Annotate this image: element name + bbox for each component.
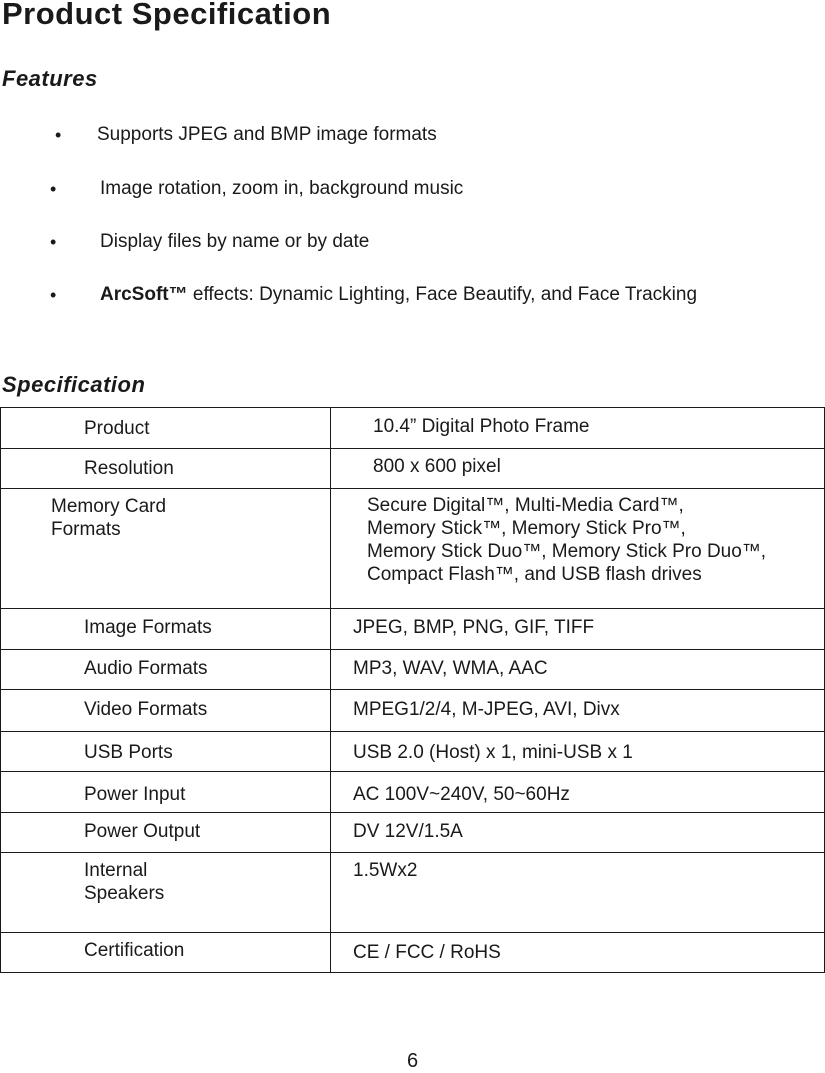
spec-label: Power Output <box>1 813 331 853</box>
specification-heading: Specification <box>2 372 146 397</box>
spec-label: Memory Card Formats <box>1 489 331 609</box>
spec-label: Video Formats <box>1 690 331 732</box>
feature-text <box>100 284 697 306</box>
spec-value: AC 100V~240V, 50~60Hz <box>331 772 825 813</box>
table-row <box>1 853 825 933</box>
bullet-icon: • <box>50 179 57 199</box>
spec-label: Certification <box>1 933 331 973</box>
spec-value: USB 2.0 (Host) x 1, mini-USB x 1 <box>331 732 825 772</box>
table-row <box>1 449 825 489</box>
spec-label: Audio Formats <box>1 650 331 690</box>
feature-text: Display files by name or by date <box>100 231 370 252</box>
spec-value: CE / FCC / RoHS <box>331 933 825 973</box>
spec-label: Image Formats <box>1 609 331 650</box>
table-row <box>1 933 825 973</box>
page-number: 6 <box>406 1050 419 1072</box>
page-title: Product Specification <box>2 0 332 31</box>
spec-label: Power Input <box>1 772 331 813</box>
table-row <box>1 489 825 609</box>
spec-value: Secure Digital™, Multi-Media Card™, Memory Stick™, Memory Stick Pro™, Memory Stick Duo™, Memory Stick Pro Duo™, Compact Flash™, and USB flash drives <box>331 489 825 609</box>
arcsoft-effects-text: effects: Dynamic Lighting, Face Beautify, and Face Tracking <box>187 284 698 305</box>
table-row <box>1 772 825 813</box>
table-row <box>1 813 825 853</box>
table-row <box>1 609 825 650</box>
spec-value: 1.5Wx2 <box>331 853 825 933</box>
features-heading: Features <box>2 66 98 91</box>
spec-value: MPEG1/2/4, M-JPEG, AVI, Divx <box>331 690 825 732</box>
bullet-icon: • <box>50 232 57 252</box>
spec-value: JPEG, BMP, PNG, GIF, TIFF <box>331 609 825 650</box>
spec-value: 10.4” Digital Photo Frame <box>331 408 825 449</box>
spec-value: DV 12V/1.5A <box>331 813 825 853</box>
specification-table <box>0 407 825 973</box>
feature-text: Image rotation, zoom in, background music <box>100 178 464 199</box>
arcsoft-brand: ArcSoft™ <box>100 284 188 305</box>
spec-label: Internal Speakers <box>1 853 331 933</box>
table-row <box>1 690 825 732</box>
feature-text: Supports JPEG and BMP image formats <box>97 124 437 145</box>
spec-label: USB Ports <box>1 732 331 772</box>
spec-value: MP3, WAV, WMA, AAC <box>331 650 825 690</box>
spec-label: Product <box>1 408 331 449</box>
table-row <box>1 408 825 449</box>
bullet-icon: • <box>55 125 62 145</box>
bullet-icon: • <box>50 285 57 305</box>
spec-value: 800 x 600 pixel <box>331 449 825 489</box>
table-row <box>1 650 825 690</box>
table-row <box>1 732 825 772</box>
spec-label: Resolution <box>1 449 331 489</box>
